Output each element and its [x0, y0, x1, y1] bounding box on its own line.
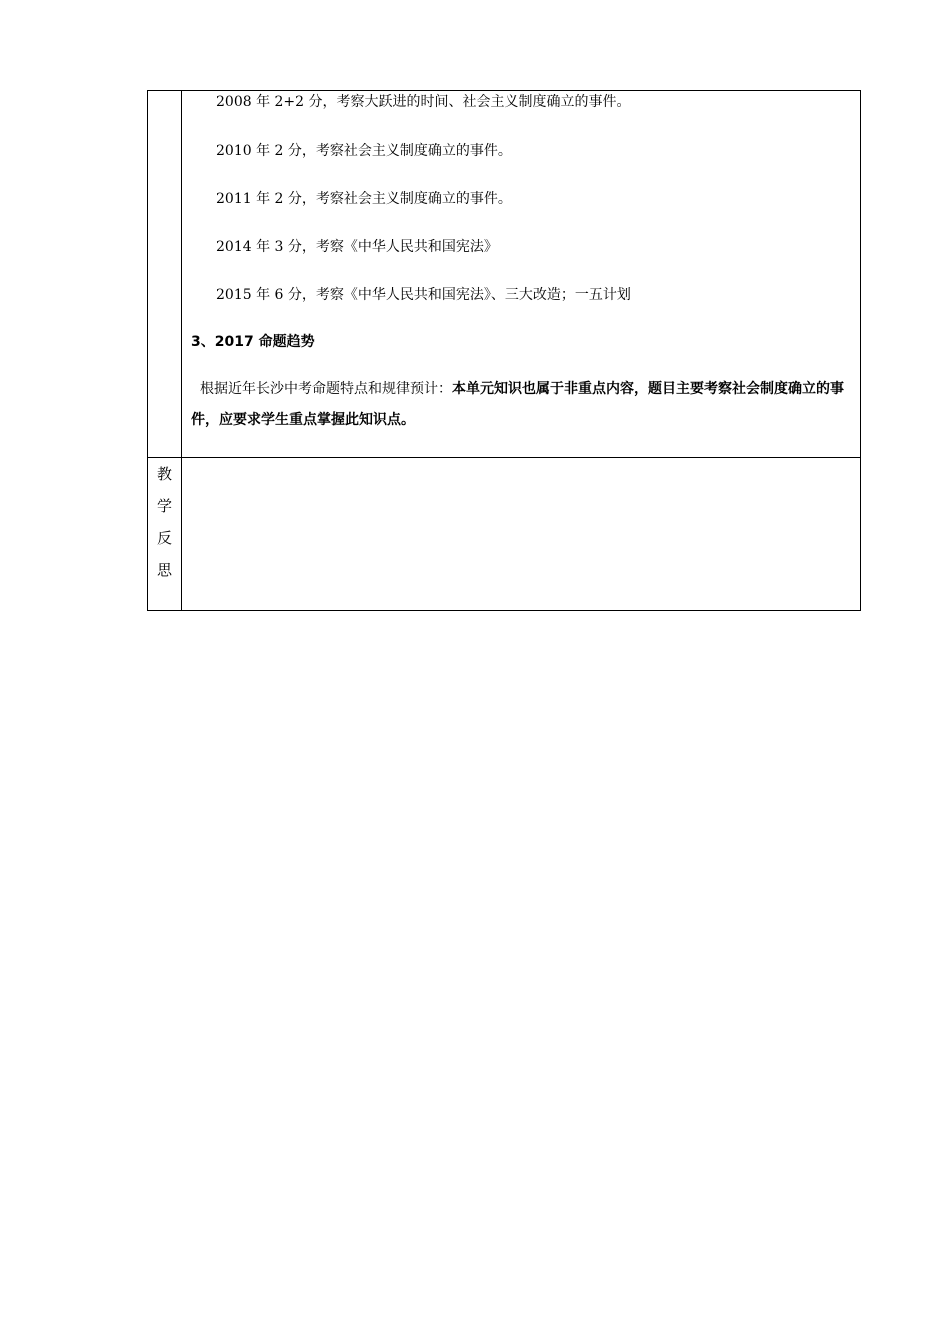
exam-line-2014: 2014 年 3 分，考察《中华人民共和国宪法》 [216, 239, 498, 255]
exam-line-2010: 2010 年 2 分，考察社会主义制度确立的事件。 [216, 143, 512, 159]
left-label-cell [148, 91, 182, 458]
exam-line-2015: 2015 年 6 分，考察《中华人民共和国宪法》、三大改造；一五计划 [216, 287, 631, 303]
reflection-row [148, 458, 861, 611]
exam-analysis-cell [182, 91, 861, 458]
lesson-table [147, 90, 861, 611]
trend-paragraph [191, 374, 851, 436]
reflection-char-2: 学 [156, 497, 172, 515]
reflection-label-cell [148, 458, 182, 611]
reflection-char-3: 反 [156, 529, 172, 547]
exam-line-2008: 2008 年 2+2 分，考察大跃进的时间、社会主义制度确立的事件。 [216, 94, 631, 110]
trend-prefix: 根据近年长沙中考命题特点和规律预计： [200, 381, 452, 397]
trend-heading: 3、2017 命题趋势 [191, 334, 315, 350]
exam-analysis-row [148, 91, 861, 458]
exam-line-2011: 2011 年 2 分，考察社会主义制度确立的事件。 [216, 191, 512, 207]
reflection-char-1: 教 [156, 465, 172, 483]
trend-bold-text: 本单元知识也属于非重点内容，题目主要考察社会制度确立的事件，应要求学生重点掌握此知识点。 [191, 381, 844, 428]
reflection-char-4: 思 [156, 561, 172, 579]
reflection-content-cell [182, 458, 861, 611]
